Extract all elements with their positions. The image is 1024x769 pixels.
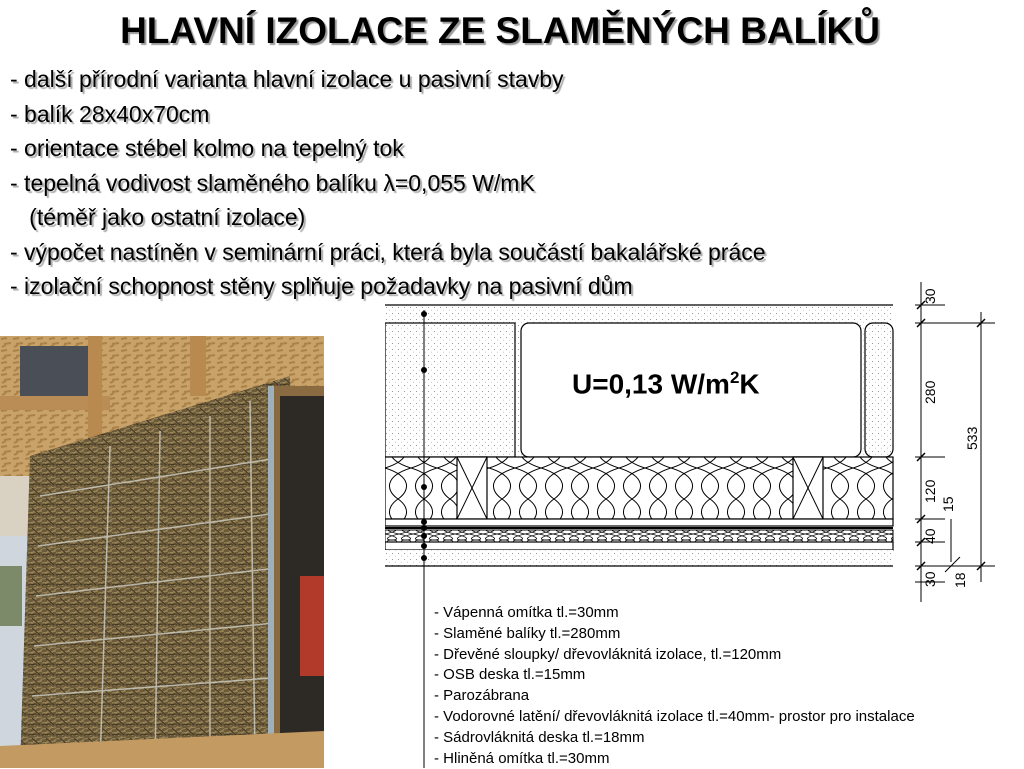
legend-item: - Dřevěné sloupky/ dřevovláknitá izolace, tl.=120mm: [434, 645, 782, 663]
dim-40: 40: [922, 528, 938, 544]
u-value-text: U=0,13 W/m: [572, 368, 730, 400]
bullet-item: - balík 28x40x70cm: [10, 100, 210, 127]
dim-30-top: 30: [922, 288, 938, 304]
dim-280: 280: [922, 380, 938, 404]
bullet-item: - orientace stébel kolmo na tepelný tok: [10, 135, 404, 161]
dim-533: 533: [964, 426, 980, 450]
dim-120: 120: [922, 479, 938, 503]
bullet-item: (téměř jako ostatní izolace): [10, 204, 306, 230]
legend-item: - Vápenná omítka tl.=30mm: [434, 604, 619, 621]
legend-item: - OSB deska tl.=15mm: [434, 666, 586, 684]
u-value-exponent: 2: [729, 368, 740, 387]
straw-bale-wall-photo: [0, 336, 324, 768]
legend-item: - Parozábrana: [434, 687, 530, 705]
slide-title: HLAVNÍ IZOLACE ZE SLAMĚNÝCH BALÍKŮ: [120, 10, 880, 51]
bullet-item: - další přírodní varianta hlavní izolace u pasivní stavby: [10, 66, 564, 92]
layer-legend: [434, 603, 915, 769]
legend-item: - Sádrovláknitá deska tl.=18mm: [434, 728, 645, 746]
u-value-label: [572, 368, 760, 400]
bullet-item: - izolační schopnost stěny splňuje požadavky na pasivní dům: [10, 273, 633, 299]
bullet-item: - tepelná vodivost slaměného balíku λ=0,055 W/mK: [10, 169, 535, 196]
bullet-list: [10, 62, 766, 304]
legend-item: - Vodorovné latění/ dřevovláknitá izolace tl.=40mm- prostor pro instalace: [434, 707, 915, 725]
legend-item: - Slaměné balíky tl.=280mm: [434, 624, 621, 642]
u-value-unit: K: [739, 368, 760, 400]
legend-item: - Hliněná omítka tl.=30mm: [434, 749, 610, 767]
bullet-item: - výpočet nastíněn v seminární práci, která byla součástí bakalářské práce: [10, 238, 766, 265]
dim-15: 15: [940, 496, 956, 512]
dim-18: 18: [952, 572, 968, 588]
dim-30-bottom: 30: [922, 571, 938, 587]
